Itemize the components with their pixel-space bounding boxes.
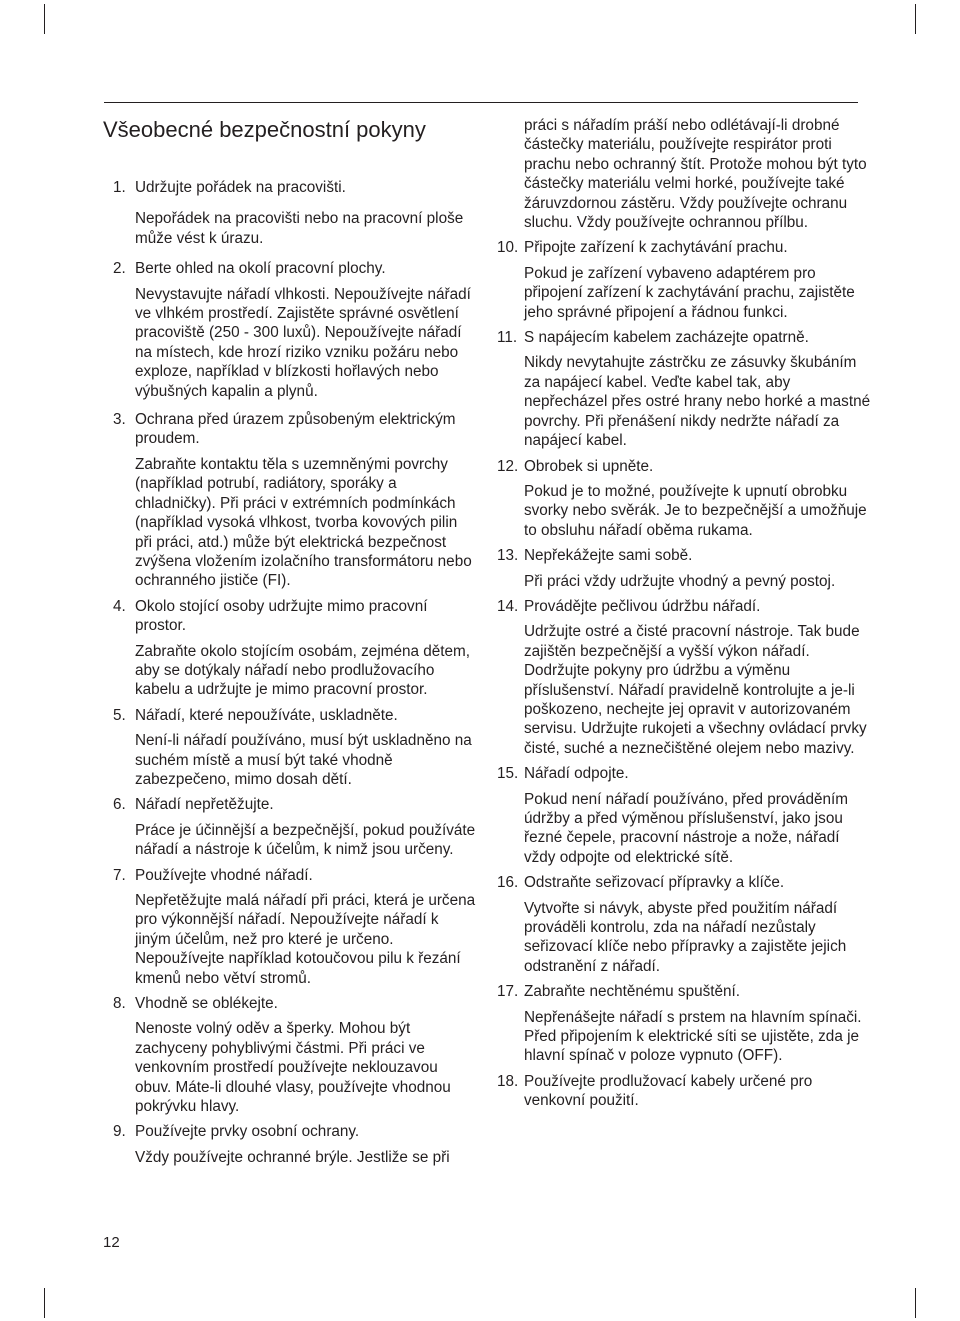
item-number: 1. bbox=[113, 179, 126, 196]
list-item bbox=[113, 410, 478, 591]
item-body: Nevystavujte nářadí vlhkosti. Nepoužívejte nářadí ve vlhkém prostředí. Zajistěte správné osvětlení pracoviště (250 - 300 luxů). Nepoužívejte nářadí na místech, kde hrozí riziko vzniku požáru nebo exploze, například v blízkosti hořlavých nebo výbušných kapalin a plynů. bbox=[135, 285, 471, 400]
item-number: 17. bbox=[497, 983, 519, 1001]
list-item bbox=[497, 1072, 872, 1111]
item-number: 14. bbox=[497, 597, 519, 615]
list-item bbox=[113, 597, 478, 700]
item-body: Nenoste volný oděv a šperky. Mohou být zachyceny pohyblivými částmi. Při práci ve venkovním prostředí používejte neklouzavou obuv. Máte-li dlouhé vlasy, používejte vhodnou pokrývku hlavy. bbox=[135, 1020, 451, 1116]
crop-mark-top-right bbox=[915, 4, 916, 34]
list-item bbox=[113, 706, 478, 790]
list-item bbox=[113, 178, 478, 248]
item-body: Nepořádek na pracovišti nebo na pracovní ploše může vést k úrazu. bbox=[135, 210, 464, 247]
item-number: 3. bbox=[113, 411, 126, 429]
item-number: 18. bbox=[497, 1072, 519, 1090]
item-number: 16. bbox=[497, 874, 519, 892]
item-number: 15. bbox=[497, 765, 519, 783]
list-item bbox=[113, 994, 478, 1116]
list-item bbox=[497, 546, 872, 591]
item-number: 13. bbox=[497, 547, 519, 565]
item-continuation: práci s nářadím práší nebo odlétávají-li drobné částečky materiálu, používejte respirátor proti prachu nebo ochranný štít. Protože mohou být tyto částečky materiálu velmi horké, používejte také žáruvzdornou zástěru. Vždy používejte ochranu sluchu. Vždy používejte ochrannou přílbu. bbox=[524, 117, 867, 232]
item-body: Nikdy nevytahujte zástrčku ze zásuvky škubáním za napájecí kabel. Veďte kabel tak, aby nepřecházel přes ostré hrany nebo horké a mastné povrchy. Při přenášení nikdy nedržte nářadí za napájecí kabel. bbox=[524, 354, 871, 450]
list-item bbox=[497, 238, 872, 322]
page-title: Všeobecné bezpečnostní pokyny bbox=[103, 117, 426, 142]
item-heading: Připojte zařízení k zachytávání prachu. bbox=[524, 239, 788, 257]
list-item bbox=[113, 795, 478, 859]
item-body: Nepřetěžujte malá nářadí při práci, která je určena pro výkonnější nářadí. Nepoužívejte nářadí k jiným účelům, než pro které je určeno. Nepoužívejte například kotoučovou pilu k řezání kmenů nebo větví stromů. bbox=[135, 892, 476, 987]
item-number: 12. bbox=[497, 457, 519, 475]
item-body: Zabraňte okolo stojícím osobám, zejména dětem, aby se dotýkaly nářadí nebo prodlužovacího kabelu a udržujte je mimo pracovní prostor. bbox=[135, 642, 470, 699]
list-item bbox=[497, 457, 872, 541]
right-column bbox=[497, 116, 872, 1111]
item-heading: Nářadí nepřetěžujte. bbox=[135, 796, 274, 814]
list-item bbox=[113, 866, 478, 988]
item-body: Vždy používejte ochranné brýle. Jestliže se při bbox=[135, 1148, 450, 1166]
crop-mark-bottom-right bbox=[915, 1288, 916, 1318]
list-item bbox=[113, 259, 478, 401]
item-number: 4. bbox=[113, 597, 126, 615]
item-body: Není-li nářadí používáno, musí být uskladněno na suchém místě a musí být také vhodně zabezpečeno, mimo dosah dětí. bbox=[135, 732, 472, 788]
crop-mark-top-left bbox=[44, 4, 45, 34]
item-number: 2. bbox=[113, 260, 126, 278]
list-item bbox=[497, 982, 872, 1066]
item-heading: Odstraňte seřizovací přípravky a klíče. bbox=[524, 874, 785, 892]
list-item bbox=[497, 328, 872, 450]
item-number: 8. bbox=[113, 995, 126, 1013]
item-heading: Používejte prodlužovací kabely určené pro venkovní použití. bbox=[524, 1072, 813, 1110]
item-heading: Vhodně se oblékejte. bbox=[135, 995, 278, 1013]
item-body: Pokud je zařízení vybaveno adaptérem pro připojení zařízení k zachytávání prachu, zajistěte jeho správné připojení a řádnou funkci. bbox=[524, 264, 855, 321]
item-heading: Udržujte pořádek na pracovišti. bbox=[135, 179, 346, 196]
list-item bbox=[113, 1122, 478, 1167]
item-number: 7. bbox=[113, 866, 126, 884]
item-body: Nepřenášejte nářadí s prstem na hlavním spínači. Před připojením k elektrické síti se ujistěte, zda je hlavní spínač v poloze vypnuto (OFF). bbox=[524, 1008, 862, 1065]
item-heading: Nářadí odpojte. bbox=[524, 765, 629, 783]
item-number: 10. bbox=[497, 239, 519, 257]
item-heading: Berte ohled na okolí pracovní plochy. bbox=[135, 260, 386, 278]
list-item bbox=[497, 873, 872, 976]
page-number: 12 bbox=[103, 1234, 120, 1251]
item-body: Udržujte ostré a čisté pracovní nástroje. Tak bude zajištěn bezpečnější a vyšší výkon nářadí. Dodržujte pokyny pro údržbu a výměnu příslušenství. Nářadí pravidelně kontrolujte a je-li poškozeno, nechejte jej opravit v autorizovaném servisu. Udržujte rukojeti a všechny ovládací prvky čisté, suché a neznečištěné olejem nebo mazivy. bbox=[524, 623, 867, 757]
header-rule bbox=[104, 102, 858, 103]
item-body: Při práci vždy udržujte vhodný a pevný postoj. bbox=[524, 572, 836, 590]
item-number: 5. bbox=[113, 706, 126, 724]
item-body: Zabraňte kontaktu těla s uzemněnými povrchy (například potrubí, radiátory, sporáky a chladničky). Při práci v extrémních podmínkách (například vysoká vlhkost, tvorba kovových pilin při práci, atd.) může být elektrická bezpečnost zvýšena vložením izolačního transformátoru nebo ochranného jističe (FI). bbox=[135, 455, 472, 590]
item-heading: Používejte prvky osobní ochrany. bbox=[135, 1123, 360, 1141]
item-heading: Ochrana před úrazem způsobeným elektrickým proudem. bbox=[135, 411, 456, 448]
item-heading: Nepřekážejte sami sobě. bbox=[524, 547, 693, 565]
item-body: Pokud není nářadí používáno, před prováděním údržby a před výměnou příslušenství, jako jsou řezné čepele, pracovní nástroje a nože, nářadí vždy odpojte od elektrické sítě. bbox=[524, 790, 849, 866]
left-column bbox=[113, 178, 478, 1167]
item-body: Vytvořte si návyk, abyste před použitím nářadí prováděli kontrolu, zda na nářadí nezůstaly seřizovací klíče nebo přípravky a zajistěte jejich odstranění z nářadí. bbox=[524, 899, 847, 975]
item-heading: Obrobek si upněte. bbox=[524, 457, 654, 475]
item-heading: Používejte vhodné nářadí. bbox=[135, 866, 313, 884]
item-body: Pokud je to možné, používejte k upnutí obrobku svorky nebo svěrák. Je to bezpečnější a umožňuje to obsluhu nářadí oběma rukama. bbox=[524, 482, 867, 539]
item-heading: Okolo stojící osoby udržujte mimo pracovní prostor. bbox=[135, 597, 428, 635]
item-number: 9. bbox=[113, 1123, 126, 1141]
item-heading: Zabraňte nechtěnému spuštění. bbox=[524, 983, 740, 1001]
item-body: Práce je účinnější a bezpečnější, pokud používáte nářadí a nástroje k účelům, k nimž jsou určeny. bbox=[135, 821, 476, 859]
item-number: 6. bbox=[113, 796, 126, 814]
item-number: 11. bbox=[497, 329, 518, 347]
crop-mark-bottom-left bbox=[44, 1288, 45, 1318]
item-heading: Provádějte pečlivou údržbu nářadí. bbox=[524, 597, 761, 615]
item-heading: Nářadí, které nepoužíváte, uskladněte. bbox=[135, 706, 398, 724]
item-heading: S napájecím kabelem zacházejte opatrně. bbox=[524, 329, 809, 347]
list-item bbox=[497, 764, 872, 867]
list-item bbox=[497, 597, 872, 758]
